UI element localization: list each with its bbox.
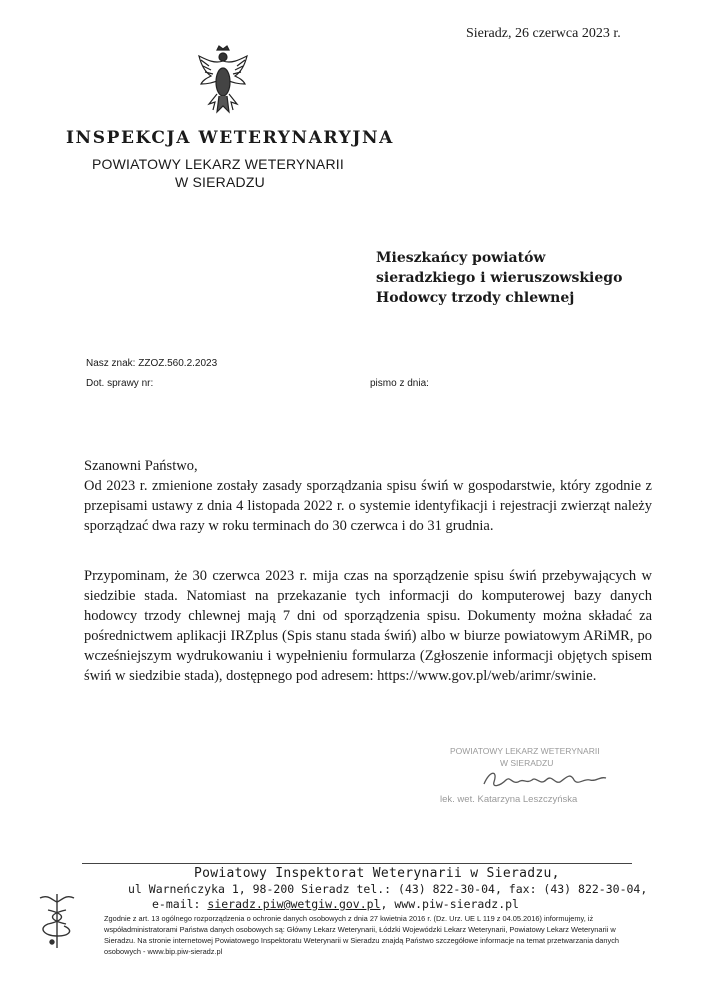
email-link[interactable]: sieradz.piw@wetgiw.gov.pl (207, 897, 381, 911)
addressee-line: Mieszkańcy powiatów (376, 250, 546, 266)
stamp-city: W SIERADZU (500, 758, 554, 768)
footer-divider (82, 863, 632, 864)
office-title-line2: W SIERADZU (175, 174, 265, 190)
signatory-name: lek. wet. Katarzyna Leszczyńska (440, 794, 578, 805)
addressee-block (376, 248, 622, 308)
polish-eagle-emblem (195, 44, 251, 116)
organization-name: INSPEKCJA WETERYNARYJNA (66, 128, 394, 148)
addressee-line: sieradzkiego i wieruszowskiego (376, 270, 623, 286)
paragraph: Od 2023 r. zmienione zostały zasady sporządzania spisu świń w gospodarstwie, który zgodnie z przepisami ustawy z dnia 4 listopada 2022 r. o systemie identyfikacji i rejestracji zwierząt należy sporządzać dwa razy w roku terminach do 30 czerwca i do 31 grudnia. (84, 478, 652, 534)
footer-address: ul Warneńczyka 1, 98-200 Sieradz tel.: (43) 822-30-04, fax: (43) 822-30-04, (128, 882, 648, 896)
letter-date-reference: pismo z dnia: (370, 378, 429, 389)
paragraph: Przypominam, że 30 czerwca 2023 r. mija czas na sporządzenie spisu świń przebywających w siedzibie stada. Natomiast na przekazanie tych informacji do komputerowej bazy danych hodowcy trzody chlewnej mają 7 dni od sporządzenia spisu. Dokumenty można składać za pośrednictwem aplikacji IRZplus (Spis stanu stada świń) albo w biurze powiatowym ARiMR, po wcześniejszym wydrukowaniu i wypełnieniu formularza (Zgłoszenie informacji objętych spisem świń w siedzibie stada), dostępnego pod adresem: https://www.gov.pl/web/arimr/swinie. (84, 568, 652, 684)
footer-title: Powiatowy Inspektorat Weterynarii w Sieradzu, (194, 866, 560, 881)
caduceus-logo (30, 890, 84, 952)
greeting: Szanowni Państwo, (84, 458, 198, 474)
addressee-line: Hodowcy trzody chlewnej (376, 290, 575, 306)
letter-date: Sieradz, 26 czerwca 2023 r. (466, 26, 621, 41)
stamp-title: POWIATOWY LEKARZ WETERYNARII (450, 746, 600, 756)
website-link[interactable]: , www.piw-sieradz.pl (380, 897, 519, 911)
office-title-line1: POWIATOWY LEKARZ WETERYNARII (92, 156, 344, 172)
gdpr-notice: Zgodnie z art. 13 ogólnego rozporządzenia o ochronie danych osobowych z dnia 27 kwietnia 2016 r. (Dz. Urz. UE L 119 z 04.05.2016) informujemy, iż współadministratorami Państwa danych osobowych są: Główny Lekarz Weterynarii, Łódzki Wojewódzki Lekarz Weterynarii, Powiatowy Lekarz Weterynarii w Sieradzu. Na stronie internetowej Powiatowego Inspektoratu Weterynarii w Sieradzu znajdą Państwo szczegółowe informacje na temat przetwarzania danych osobowych - www.bip.piw-sieradz.pl (104, 914, 620, 956)
signature-stamp (440, 746, 630, 814)
footer-contact (152, 897, 519, 911)
our-reference: Nasz znak: ZZOZ.560.2.2023 (86, 358, 218, 369)
email-label: e-mail: (152, 897, 201, 911)
handwritten-signature (480, 764, 610, 794)
case-reference: Dot. sprawy nr: (86, 378, 154, 389)
